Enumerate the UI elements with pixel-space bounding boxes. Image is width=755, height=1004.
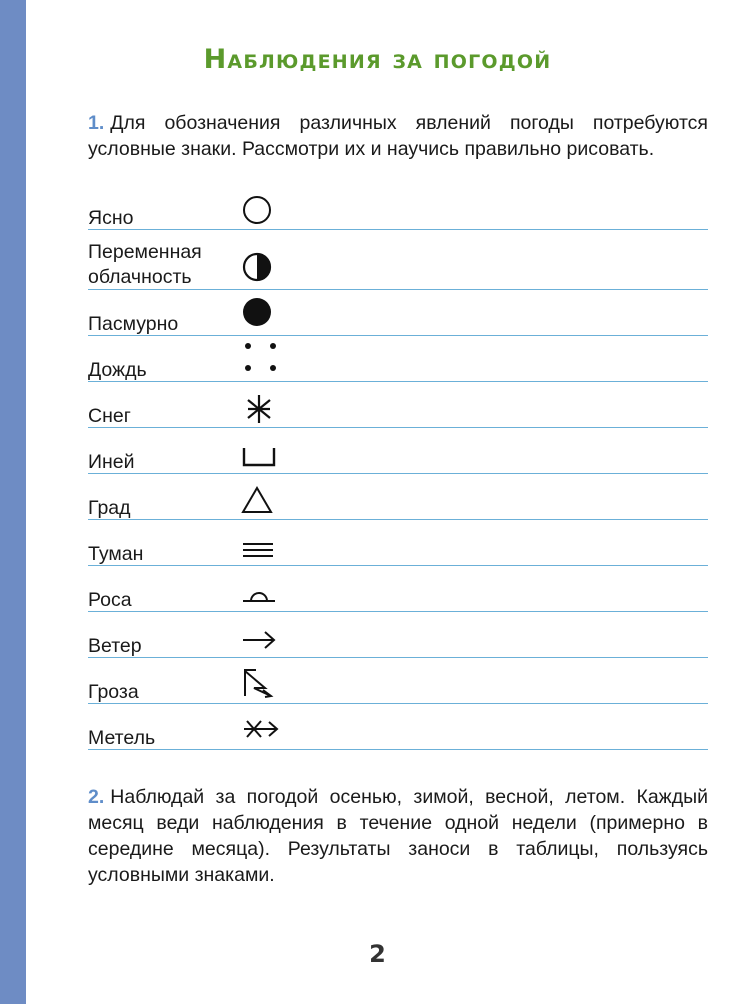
symbol-label: Туман (88, 543, 144, 565)
symbol-row-frost (88, 436, 708, 474)
symbol-label: Ветер (88, 635, 142, 657)
page-title: Наблюдения за погодой (203, 44, 552, 75)
rule-line (88, 657, 708, 658)
symbol-label: Переменная облачность (88, 241, 202, 288)
rule-line (88, 381, 708, 382)
symbol-row-overcast (88, 298, 708, 336)
snow-icon (241, 392, 281, 428)
symbol-row-wind (88, 620, 708, 658)
symbol-row-snow (88, 390, 708, 428)
rule-line (88, 565, 708, 566)
rule-line (88, 611, 708, 612)
rule-line (88, 427, 708, 428)
rule-line (88, 335, 708, 336)
task-1 (88, 110, 708, 162)
symbol-row-clear (88, 192, 708, 230)
rule-line (88, 749, 708, 750)
wind-icon (241, 622, 281, 658)
symbol-label: Метель (88, 727, 156, 749)
symbol-label: Пасмурно (88, 313, 179, 335)
symbol-row-hail (88, 482, 708, 520)
rule-line (88, 289, 708, 290)
symbol-label: Снег (88, 405, 131, 427)
rule-line (88, 229, 708, 230)
task-1-text: Для обозначения различных явлений погоды потребуются условные знаки. Рассмотри их и научись правильно рисовать. (88, 112, 708, 160)
partly-cloudy-icon (241, 250, 281, 286)
symbol-label: Дождь (88, 359, 147, 381)
task-1-number: 1. (88, 112, 105, 134)
rule-line (88, 473, 708, 474)
hail-icon (241, 484, 281, 520)
overcast-icon (241, 294, 281, 330)
clear-sky-icon (241, 194, 281, 230)
task-2-number: 2. (88, 786, 105, 808)
thunderstorm-icon (241, 666, 281, 702)
task-2 (88, 784, 708, 888)
symbol-row-blizzard (88, 712, 708, 750)
symbol-row-fog (88, 528, 708, 566)
rain-icon (241, 338, 281, 374)
rule-line (88, 519, 708, 520)
symbol-label: Ясно (88, 207, 134, 229)
symbol-row-rain (88, 344, 708, 382)
rule-line (88, 703, 708, 704)
symbol-label: Иней (88, 451, 135, 473)
blizzard-icon (241, 712, 281, 748)
page-number: 2 (369, 940, 386, 968)
symbol-row-dew (88, 574, 708, 612)
symbol-label: Роса (88, 589, 132, 611)
task-2-text: Наблюдай за погодой осенью, зимой, весной, летом. Каждый месяц веди наблюдения в течение одной недели (примерно в середине месяца). Результаты заноси в таблицы, пользуясь условными знаками. (88, 786, 708, 886)
symbol-row-partly-cloudy (88, 238, 708, 290)
symbol-row-thunderstorm (88, 666, 708, 704)
symbol-label: Град (88, 497, 131, 519)
side-strip (0, 0, 26, 1004)
symbol-label: Гроза (88, 681, 139, 703)
